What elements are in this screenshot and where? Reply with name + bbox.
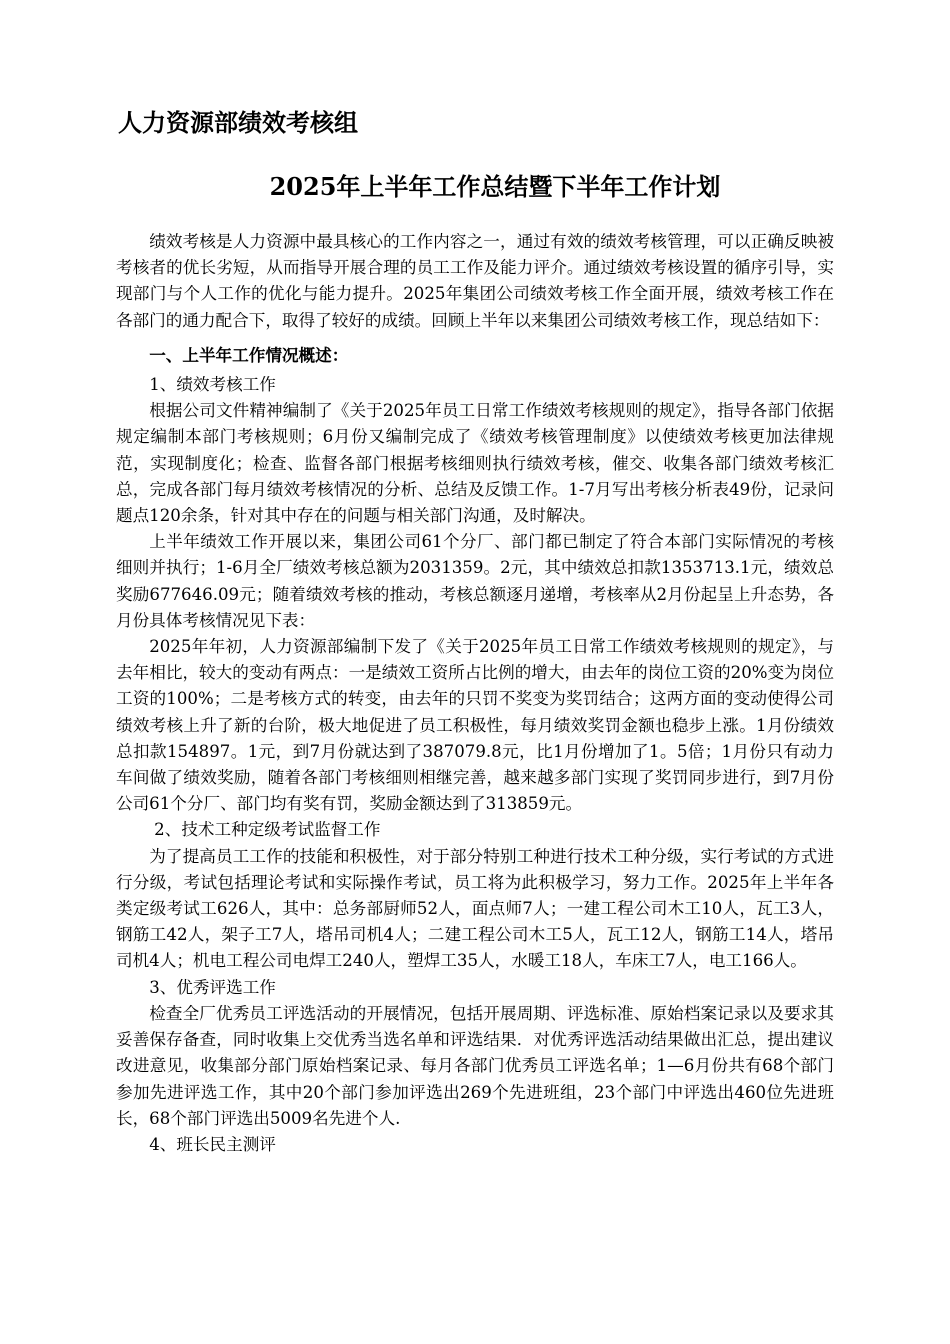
document-title: 2025年上半年工作总结暨下半年工作计划 [269,172,721,201]
intro-paragraph: 绩效考核是人力资源中最具核心的工作内容之一，通过有效的绩效考核管理，可以正确反映被考核者的优长劣短，从而指导开展合理的员工工作及能力评介。通过绩效考核设置的循序引导，实现部门与个人工作的优化与能力提升。2025年集团公司绩效考核工作全面开展，绩效考核工作在各部门的通力配合下，取得了较好的成绩。回顾上半年以来集团公司绩效考核工作，现总结如下： [116,232,834,330]
paragraph-1-3: 2025年年初，人力资源部编制下发了《关于2025年员工日常工作绩效考核规则的规定》，与去年相比，较大的变动有两点：一是绩效工资所占比例的增大，由去年的岗位工资的20%变为岗位工资的100%；二是考核方式的转变，由去年的只罚不奖变为奖罚结合；这两方面的变动使得公司绩效考核上升了新的台阶，极大地促进了员工积极性，每月绩效奖罚金额也稳步上涨。1月份绩效总扣款154897。1元，到7月份就达到了387079.8元，比1月份增加了1。5倍；1月份只有动力车间做了绩效奖励，随着各部门考核细则相继完善，越来越多部门实现了奖罚同步进行，到7月份公司61个分厂、部门均有奖有罚，奖励金额达到了313859元。 [116,637,834,814]
section-heading: 一、上半年工作情况概述： [149,344,349,365]
paragraph-3-1: 检查全厂优秀员工评选活动的开展情况，包括开展周期、评选标准、原始档案记录以及要求其妥善保存备查，同时收集上交优秀当选名单和评选结果．对优秀评选活动结果做出汇总，提出建议改进意见，收集部分部门原始档案记录、每月各部门优秀员工评选名单；1—6月份共有68个部门参加先进评选工作，其中20个部门参加评选出269个先进班组，23个部门中评选出460位先进班长，68个部门评选出5009名先进个人. [116,1003,834,1128]
paragraph-1-1: 根据公司文件精神编制了《关于2025年员工日常工作绩效考核规则的规定》，指导各部门依据规定编制本部门考核规则；6月份又编制完成了《绩效考核管理制度》以使绩效考核更加法律规范，实现制度化；检查、监督各部门根据考核细则执行绩效考核，催交、收集各部门绩效考核汇总，完成各部门每月绩效考核情况的分析、总结及反馈工作。1-7月写出考核分析表49份，记录问题点120余条，针对其中存在的问题与相关部门沟通，及时解决。 [116,401,834,526]
department-title: 人力资源部绩效考核组 [118,108,358,137]
subsection-title-3: 3、优秀评选工作 [149,977,276,997]
subsection-title-4: 4、班长民主测评 [149,1134,276,1154]
subsection-title-1: 1、绩效考核工作 [149,375,276,395]
paragraph-2-1: 为了提高员工工作的技能和积极性，对于部分特别工种进行技术工种分级，实行考试的方式进行分级，考试包括理论考试和实际操作考试，员工将为此积极学习，努力工作。2025年上半年各类定级考试工626人，其中：总务部厨师52人，面点师7人；一建工程公司木工10人，瓦工3人，钢筋工42人，架子工7人，塔吊司机4人；二建工程公司木工5人，瓦工12人，钢筋工14人，塔吊司机4人；机电工程公司电焊工240人，塑焊工35人，水暖工18人，车床工7人，电工166人。 [116,846,834,971]
paragraph-1-2: 上半年绩效工作开展以来，集团公司61个分厂、部门都已制定了符合本部门实际情况的考核细则并执行；1-6月全厂绩效考核总额为2031359。2元，其中绩效总扣款1353713.1元，绩效总奖励677646.09元；随着绩效考核的推动，考核总额逐月递增，考核率从2月份起呈上升态势，各月份具体考核情况见下表： [116,532,834,630]
subsection-title-2: 2、技术工种定级考试监督工作 [154,820,381,840]
document-body [116,229,834,1158]
